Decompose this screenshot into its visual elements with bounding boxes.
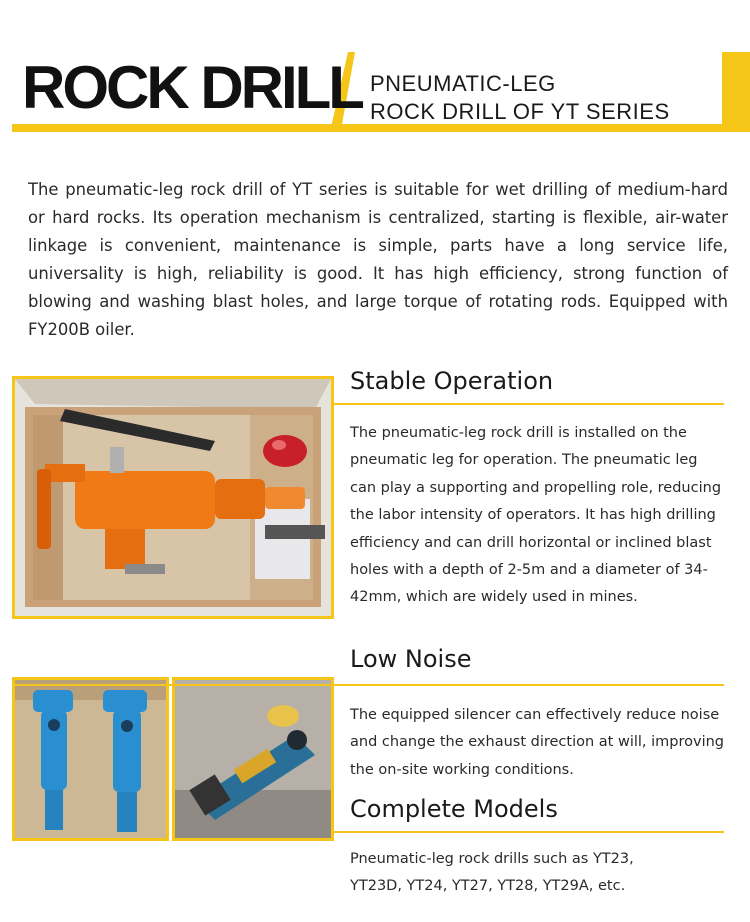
section-title-stable-operation: Stable Operation xyxy=(350,367,554,395)
drill-closeup-illustration xyxy=(175,680,331,838)
section-line-stable-operation xyxy=(334,403,724,405)
photo-blue-drills xyxy=(12,677,169,841)
orange-drill-illustration xyxy=(15,379,331,616)
intro-paragraph: The pneumatic-leg rock drill of YT series is suitable for wet drilling of medium-hard or hard rocks. Its operation mechanism is centralized, starting is flexible, air-water linkage is convenient, maintenance is simple, parts have a long service life, universality is high, reliability is good. It has high efficiency, strong function of blowing and washing blast holes, and large torque of rotating rods. Equipped with FY200B oiler. xyxy=(28,180,728,339)
section-line-complete-models xyxy=(334,831,724,833)
blue-drills-illustration xyxy=(15,680,166,838)
section-text-complete-models: Pneumatic-leg rock drills such as YT23, YT23D, YT24, YT27, YT28, YT29A, etc. xyxy=(350,851,634,895)
page-subtitle xyxy=(370,70,670,126)
subtitle-line-1: PNEUMATIC-LEG xyxy=(370,71,556,96)
subtitle-line-2: ROCK DRILL OF YT SERIES xyxy=(370,99,670,124)
section-text-stable-operation: The pneumatic-leg rock drill is installed on the pneumatic leg for operation. The pneumatic leg can play a supporting and propelling role, reducing the labor intensity of operators. It has high drilling efficiency and can drill horizontal or inclined blast holes with a depth of 2-5m and a diameter of 34-42mm, which are widely used in mines. xyxy=(350,425,722,606)
header-banner xyxy=(0,0,750,140)
section-title-low-noise: Low Noise xyxy=(350,645,472,673)
photo-drill-closeup xyxy=(172,677,334,841)
banner-underline xyxy=(12,124,345,132)
section-line-low-noise xyxy=(334,684,724,686)
photo-orange-drill xyxy=(12,376,334,619)
section-title-complete-models: Complete Models xyxy=(350,795,558,823)
page-title: ROCK DRILL xyxy=(22,54,362,121)
section-text-low-noise: The equipped silencer can effectively reduce noise and change the exhaust direction at will, improving the on-site working conditions. xyxy=(350,707,724,778)
